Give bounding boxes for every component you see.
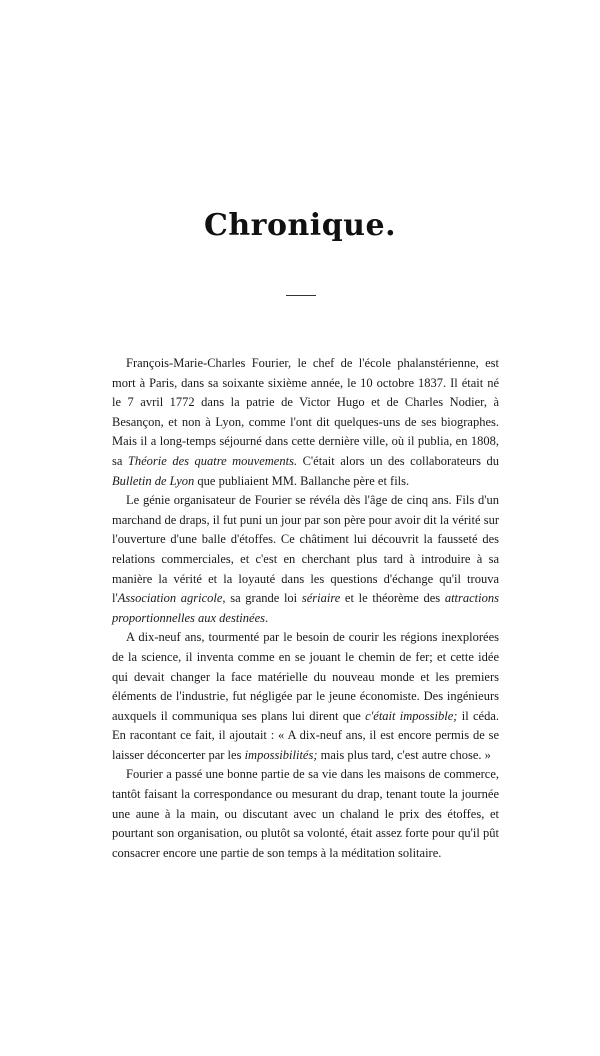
text-run: Fourier a passé une bonne partie de sa vie dans les maisons de commerce, tantôt faisant la correspondance ou mesurant du drap, tenant toute la journée une aune à la main, ou discutant avec un chaland le prix des étoffes, et pourtant son organisation, ou plutôt sa volonté, était assez forte pour qu'il pût consacrer encore une partie de son temps à la méditation solitaire. (112, 767, 499, 860)
page-title: Chronique. (203, 208, 397, 243)
text-run: il céda. En racontant ce fait, il ajoutait : « A dix-neuf ans, il est encore permis de se laisser déconcerter par les (112, 708, 499, 762)
paragraph (112, 354, 499, 491)
title-divider (286, 295, 316, 296)
text-run: mais plus tard, c'est autre chose. » (317, 747, 491, 762)
italic-run: Théorie des quatre mouvements. (127, 453, 298, 468)
text-run: que publiaient MM. Ballanche père et fils. (194, 473, 410, 488)
italic-run: Bulletin de Lyon (112, 473, 195, 488)
italic-run: c'était impossible; (365, 708, 458, 723)
italic-run: sériaire (301, 591, 341, 606)
text-run: Le génie organisateur de Fourier se révéla dès l'âge de cinq ans. Fils d'un marchand de draps, il fut puni un jour par son père pour avoir dit la vérité sur l'ouverture d'une balle d'étoffes. Ce châtiment lui découvrit la fausseté des relations commerciales, et c'est en cherchant plus tard à introduire à sa manière la vérité et la loyauté dans les questions d'échange qu'il trouva l' (112, 493, 499, 606)
text-run: et le théorème des (340, 591, 445, 606)
text-run: A dix-neuf ans, tourmenté par le besoin de courir les régions inexplorées de la science, il inventa comme en se jouant le chemin de fer; et cette idée qui devait changer la face matérielle du nouveau monde et les premiers éléments de l'industrie, fut négligée par le jeune économiste. Des ingénieurs auxquels il communiqua ses plans lui dirent que (112, 630, 499, 723)
paragraph (112, 765, 499, 863)
text-run: , sa grande loi (222, 591, 302, 606)
article-body (112, 354, 499, 863)
italic-run: attractions proportionnelles aux destinées (112, 591, 499, 625)
text-run: François-Marie-Charles Fourier, le chef de l'école phalanstérienne, est mort à Paris, dans sa soixante sixième année, le 10 octobre 1837. Il était né le 7 avril 1772 dans la patrie de Victor Hugo et de Charles Nodier, à Besançon, et non à Lyon, comme l'ont dit quelques-uns de ses biographes. Mais il a long-temps séjourné dans cette dernière ville, où il publia, en 1808, sa (112, 356, 499, 468)
italic-run: impossibilités; (244, 747, 318, 762)
paragraph (112, 628, 499, 765)
text-run: . (265, 610, 269, 625)
paragraph (112, 491, 499, 628)
text-run: C'était alors un des collaborateurs du (297, 453, 499, 468)
italic-run: Association agricole (117, 591, 223, 606)
